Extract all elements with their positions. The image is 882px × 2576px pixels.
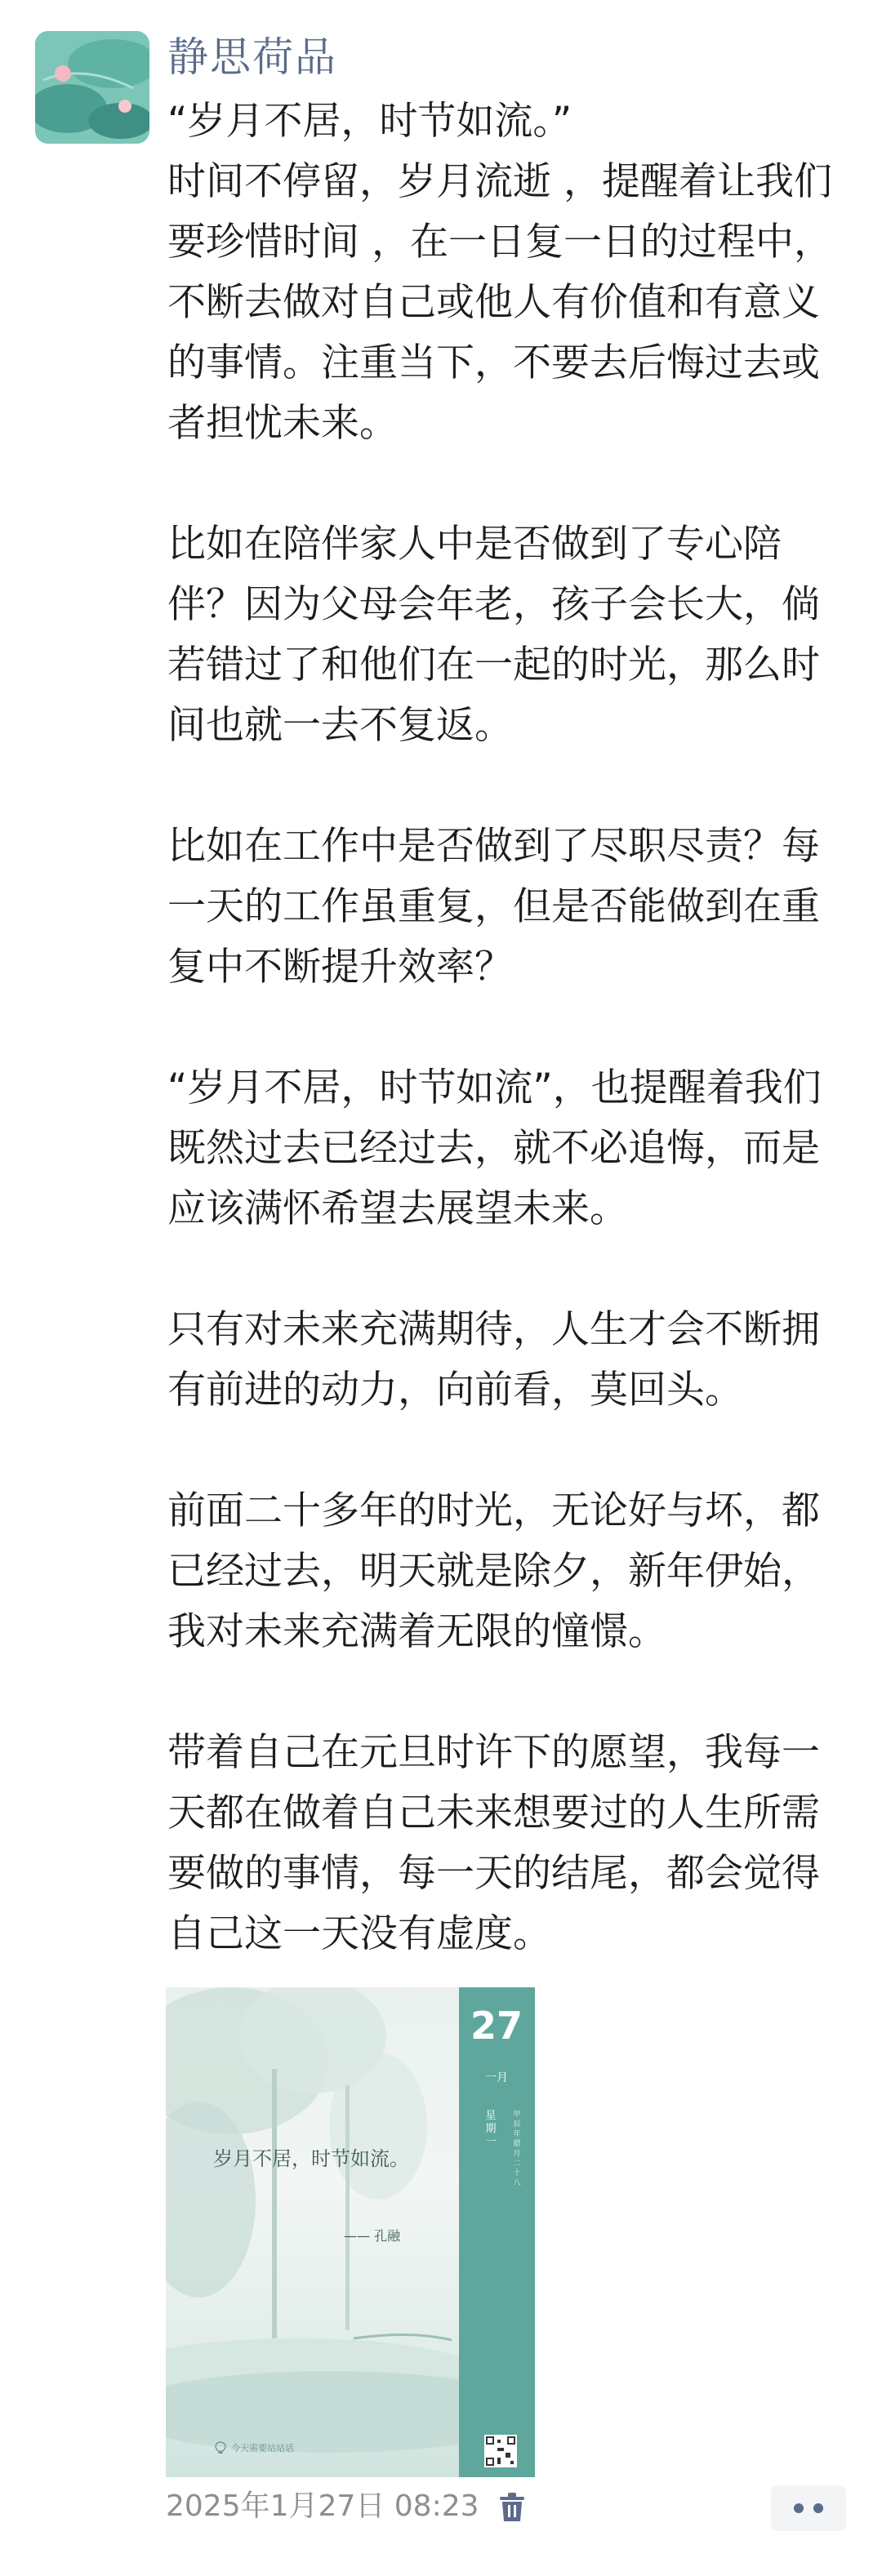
paragraph: “岁月不居，时节如流”，也提醒着我们既然过去已经过去，就不必追悔，而是应该满怀希望去展望未来。 [167, 1066, 822, 1231]
poster-footer-text: 今天需要站站话 [231, 2443, 294, 2454]
post-image[interactable] [166, 1987, 535, 2477]
dot [794, 2503, 804, 2513]
poster-quote-author: —— 孔融 [344, 2228, 401, 2244]
poster-lunar-date: 甲辰年腊月二十八 [513, 2111, 521, 2187]
calendar-strip [459, 1987, 535, 2477]
dot [813, 2503, 823, 2513]
post-text [167, 91, 845, 1964]
poster-quote: 岁月不居，时节如流。 [213, 2147, 409, 2170]
poster-weekday: 星期一 [485, 2110, 497, 2148]
paragraph: 只有对未来充满期待，人生才会不断拥有前进的动力，向前看，莫回头。 [167, 1307, 820, 1413]
lotus-avatar-image [35, 31, 149, 144]
poster-day: 27 [470, 2004, 523, 2048]
more-dots-icon[interactable] [771, 2485, 846, 2531]
avatar[interactable] [35, 31, 149, 144]
post-timestamp: 2025年1月27日 08:23 [166, 2489, 479, 2523]
paragraph: 前面二十多年的时光，无论好与坏，都已经过去，明天就是除夕，新年伊始，我对未来充满着无限的憧憬。 [167, 1488, 820, 1654]
lightbulb-icon [215, 2441, 226, 2454]
paragraph: “岁月不居，时节如流。” 时间不停留，岁月流逝 ，提醒着让我们要珍惜时间 ，在一日复一日的过程中，不断去做对自己或他人有价值和有意义的事情。注重当下，不要去后悔过去或者担忧未来。 [167, 99, 832, 446]
poster-month: 一月 [485, 2071, 508, 2084]
author-name[interactable]: 静思荷品 [167, 33, 337, 81]
paragraph: 比如在工作中是否做到了尽职尽责？每一天的工作虽重复，但是否能做到在重复中不断提升效率？ [167, 824, 820, 990]
paragraph: 带着自己在元旦时许下的愿望，我每一天都在做着自己未来想要过的人生所需要做的事情，每一天的结尾，都会觉得自己这一天没有虚度。 [167, 1730, 820, 1956]
poster-footer [215, 2441, 294, 2454]
trash-icon[interactable] [498, 2492, 526, 2523]
qr-code-icon [484, 2435, 517, 2467]
paragraph: 比如在陪伴家人中是否做到了专心陪伴？因为父母会年老，孩子会长大，倘若错过了和他们在一起的时光，那么时间也就一去不复返。 [167, 522, 820, 748]
